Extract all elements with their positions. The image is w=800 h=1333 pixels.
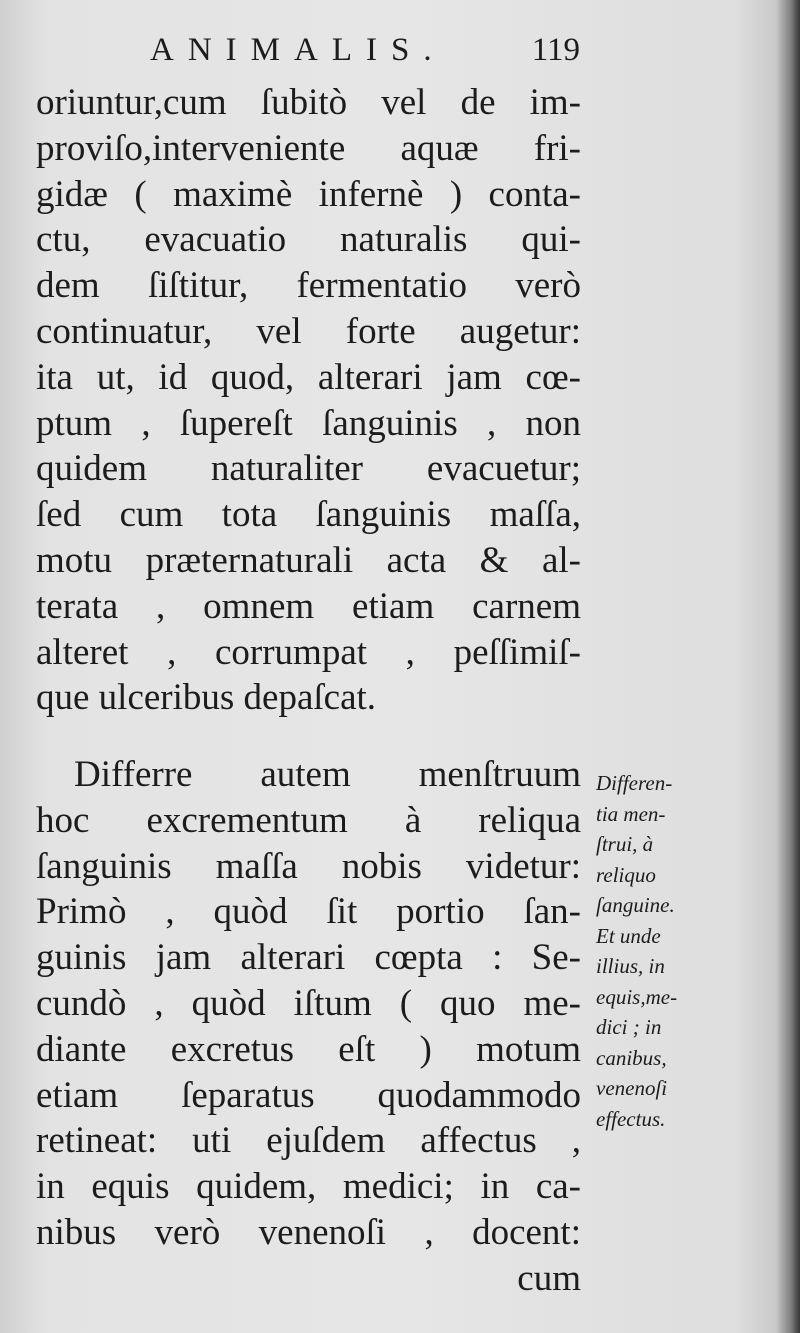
catchword: cum <box>517 1257 581 1299</box>
text-line: ctu, evacuatio naturalis qui- <box>36 219 581 261</box>
text-line: continuatur, vel forte augetur: <box>36 310 581 352</box>
margin-note-line: ſtrui, à <box>596 832 654 856</box>
text-line: Differre autem menſtruum <box>74 754 581 795</box>
margin-note-line: effectus. <box>596 1106 666 1131</box>
text-line: quidem naturaliter evacuetur; <box>36 448 581 490</box>
margin-note-line: Et unde <box>596 923 661 948</box>
text-line: cundò , quòd iſtum ( quo me- <box>36 982 581 1024</box>
margin-note-line: tia men- <box>596 801 666 826</box>
page-edge-shadow <box>776 0 800 1333</box>
text-line: etiam ſeparatus quodammodo <box>36 1074 581 1116</box>
text-line: oriuntur,cum ſubitò vel de im- <box>36 82 581 123</box>
text-line: retineat: uti ejuſdem affectus , <box>36 1120 581 1162</box>
text-line: hoc excrementum à reliqua <box>36 799 581 841</box>
text-line: ſed cum tota ſanguinis maſſa, <box>36 494 581 536</box>
margin-note-line: venenoſi <box>596 1076 668 1100</box>
text-line: terata , omnem etiam carnem <box>36 585 581 627</box>
running-head <box>150 28 580 72</box>
margin-note-line: equis,me- <box>596 984 678 1009</box>
paragraph-continuation <box>36 80 581 721</box>
text-line: alteret , corrumpat , peſſimiſ- <box>36 631 581 673</box>
margin-note-line: illius, in <box>596 954 665 978</box>
page-number: 119 <box>531 32 580 68</box>
margin-note-line: reliquo <box>596 862 656 887</box>
text-line: ſanguinis maſſa nobis videtur: <box>36 845 581 887</box>
margin-note-line: canibus, <box>596 1045 667 1070</box>
text-line: que ulceribus depaſcat. <box>36 677 377 719</box>
text-line: proviſo,interveniente aquæ fri- <box>36 127 581 169</box>
text-line: ptum , ſupereſt ſanguinis , non <box>36 402 581 444</box>
margin-note <box>596 768 716 1134</box>
text-line: nibus verò venenoſi , docent: <box>36 1211 581 1253</box>
text-line: gidæ ( maximè infernè ) conta- <box>36 173 581 215</box>
margin-note-line: Differen- <box>596 771 673 795</box>
margin-note-line: ſanguine. <box>596 893 675 917</box>
running-head-title: ANIMALIS. <box>150 32 446 68</box>
text-line: dem ſiſtitur, fermentatio verò <box>36 265 581 307</box>
text-line: diante excretus eſt ) motum <box>36 1028 581 1070</box>
text-line: Primò , quòd ſit portio ſan- <box>36 891 581 933</box>
margin-note-line: dici ; in <box>596 1015 662 1039</box>
text-line: in equis quidem, medici; in ca- <box>36 1166 581 1208</box>
paragraph-differre <box>36 752 581 1302</box>
text-line: motu præternaturali acta & al- <box>36 539 581 581</box>
text-line: ita ut, id quod, alterari jam cœ- <box>36 356 581 398</box>
text-line: guinis jam alterari cœpta : Se- <box>36 937 581 979</box>
